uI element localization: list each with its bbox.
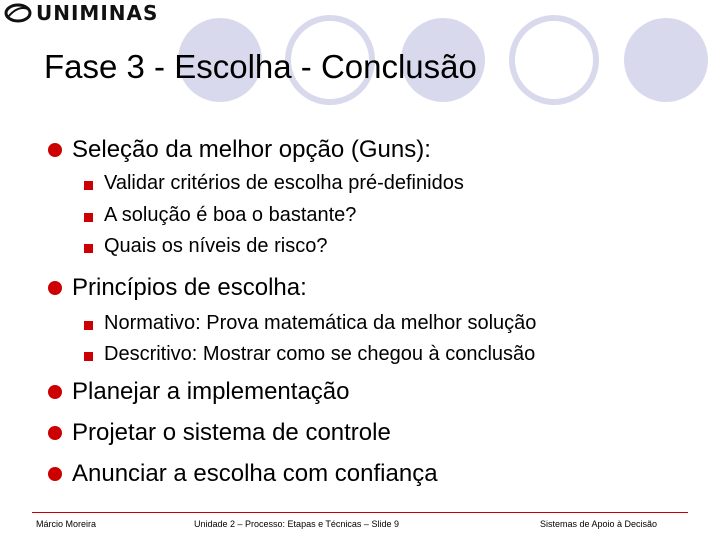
bullet-dot-icon xyxy=(48,467,62,481)
sub-bullet-text: A solução é boa o bastante? xyxy=(104,204,357,226)
sub-bullet-1-3 xyxy=(104,235,327,258)
bullet-dot-icon xyxy=(48,385,62,399)
bullet-1 xyxy=(72,136,431,164)
sub-bullet-1-1 xyxy=(104,172,464,195)
square-bullet-icon xyxy=(84,181,93,190)
sub-bullet-text: Descritivo: Mostrar como se chegou à conclusão xyxy=(104,343,536,365)
sub-bullet-text: Quais os níveis de risco? xyxy=(104,235,328,257)
footer-divider xyxy=(32,512,688,513)
sub-bullet-2-2 xyxy=(104,343,535,366)
sub-bullet-text: Normativo: Prova matemática da melhor solução xyxy=(104,312,537,334)
bullet-3 xyxy=(72,378,350,406)
square-bullet-icon xyxy=(84,213,93,222)
footer-author: Márcio Moreira xyxy=(36,519,97,529)
sub-bullet-text: Validar critérios de escolha pré-definidos xyxy=(104,172,464,194)
sub-bullet-1-2 xyxy=(104,204,356,227)
bullet-dot-icon xyxy=(48,281,62,295)
sub-bullet-2-1 xyxy=(104,312,536,335)
square-bullet-icon xyxy=(84,244,93,253)
bullet-3-text: Planejar a implementação xyxy=(72,378,350,405)
square-bullet-icon xyxy=(84,321,93,330)
square-bullet-icon xyxy=(84,352,93,361)
footer-slide-info: Unidade 2 – Processo: Etapas e Técnicas – Slide 9 xyxy=(194,519,399,529)
bullet-dot-icon xyxy=(48,426,62,440)
bullet-1-text: Seleção da melhor opção (Guns): xyxy=(72,136,431,163)
bullet-4-text: Projetar o sistema de controle xyxy=(72,419,391,446)
slide-title: Fase 3 - Escolha - Conclusão xyxy=(44,48,477,85)
bullet-2 xyxy=(72,274,307,302)
logo-text: UNIMINAS xyxy=(36,1,159,25)
footer-course: Sistemas de Apoio à Decisão xyxy=(540,519,658,529)
bullet-5-text: Anunciar a escolha com confiança xyxy=(72,460,438,487)
bullet-2-text: Princípios de escolha: xyxy=(72,274,307,301)
bullet-dot-icon xyxy=(48,143,62,157)
bullet-5 xyxy=(72,460,438,488)
bullet-4 xyxy=(72,419,391,447)
